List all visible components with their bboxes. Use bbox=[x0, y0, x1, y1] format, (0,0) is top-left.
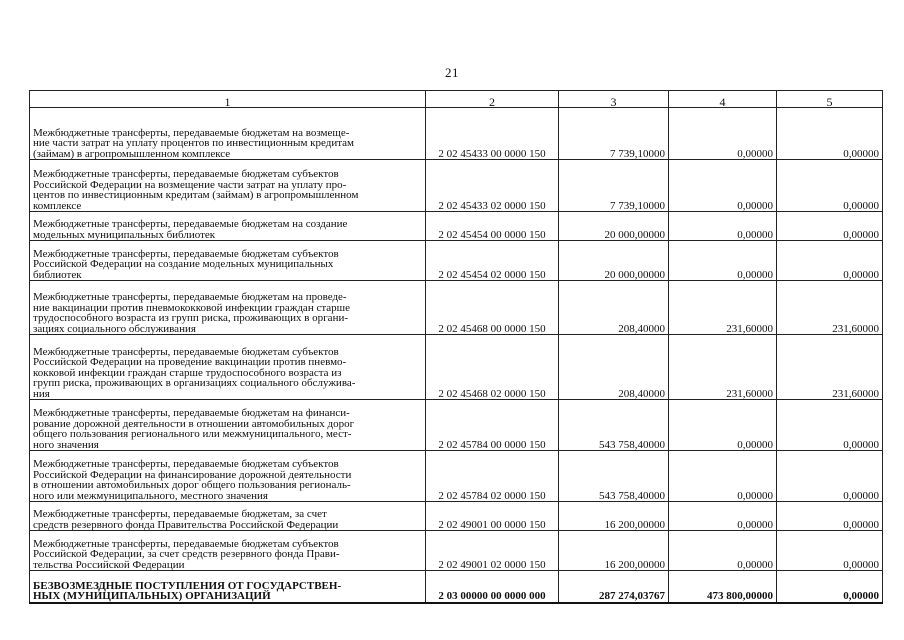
table-row bbox=[30, 400, 883, 451]
amount-col4: 231,60000 bbox=[669, 281, 777, 335]
amount-col4: 0,00000 bbox=[669, 502, 777, 531]
row-description: Межбюджетные трансферты, передаваемые бюджетам субъектов Российской Федерации на проведение вакцинации против пневмо- кокковой инфекции граждан старше трудоспособного возраста из групп риска, проживающих в организациях социального обслужива- ния bbox=[30, 335, 426, 400]
budget-code: 2 02 45454 00 0000 150 bbox=[426, 212, 559, 241]
budget-code: 2 02 45454 02 0000 150 bbox=[426, 241, 559, 281]
amount-col4: 0,00000 bbox=[669, 160, 777, 212]
budget-code: 2 02 49001 02 0000 150 bbox=[426, 531, 559, 571]
column-header-2: 2 bbox=[426, 91, 559, 108]
budget-code: 2 02 45468 00 0000 150 bbox=[426, 281, 559, 335]
amount-col4: 0,00000 bbox=[669, 212, 777, 241]
row-description: Межбюджетные трансферты, передаваемые бюджетам, за счет средств резервного фонда Правительства Российской Федерации bbox=[30, 502, 426, 531]
row-description: Межбюджетные трансферты, передаваемые бюджетам субъектов Российской Федерации на возмещение части затрат на уплату про- центов по инвестиционным кредитам (займам) в агропромышленном комплексе bbox=[30, 160, 426, 212]
amount-col3: 20 000,00000 bbox=[559, 241, 669, 281]
amount-col4: 231,60000 bbox=[669, 335, 777, 400]
row-description: Межбюджетные трансферты, передаваемые бюджетам на создание модельных муниципальных библиотек bbox=[30, 212, 426, 241]
row-description: Межбюджетные трансферты, передаваемые бюджетам субъектов Российской Федерации, за счет средств резервного фонда Прави- тельства Российской Федерации bbox=[30, 531, 426, 571]
amount-col5: 0,00000 bbox=[777, 400, 883, 451]
table-row bbox=[30, 531, 883, 571]
amount-col3: 543 758,40000 bbox=[559, 451, 669, 502]
column-header-1: 1 bbox=[30, 91, 426, 108]
amount-col4: 0,00000 bbox=[669, 241, 777, 281]
total-budget-code: 2 03 00000 00 0000 000 bbox=[426, 571, 559, 603]
amount-col5: 0,00000 bbox=[777, 241, 883, 281]
amount-col4: 0,00000 bbox=[669, 400, 777, 451]
total-amount-col4: 473 800,00000 bbox=[669, 571, 777, 603]
amount-col5: 0,00000 bbox=[777, 502, 883, 531]
row-description: Межбюджетные трансферты, передаваемые бюджетам субъектов Российской Федерации на создание модельных муниципальных библиотек bbox=[30, 241, 426, 281]
amount-col5: 231,60000 bbox=[777, 335, 883, 400]
table-row bbox=[30, 502, 883, 531]
table-row bbox=[30, 451, 883, 502]
amount-col3: 543 758,40000 bbox=[559, 400, 669, 451]
amount-col5: 0,00000 bbox=[777, 531, 883, 571]
amount-col5: 0,00000 bbox=[777, 160, 883, 212]
amount-col3: 208,40000 bbox=[559, 281, 669, 335]
budget-code: 2 02 45433 02 0000 150 bbox=[426, 160, 559, 212]
column-header-3: 3 bbox=[559, 91, 669, 108]
budget-code: 2 02 49001 00 0000 150 bbox=[426, 502, 559, 531]
amount-col3: 7 739,10000 bbox=[559, 160, 669, 212]
page-number: 21 bbox=[445, 65, 459, 80]
row-description: Межбюджетные трансферты, передаваемые бюджетам на возмеще- ние части затрат на уплату процентов по инвестиционным кредитам (займам) в агропромышленном комплексе bbox=[30, 108, 426, 160]
amount-col3: 7 739,10000 bbox=[559, 108, 669, 160]
amount-col3: 16 200,00000 bbox=[559, 531, 669, 571]
total-description: БЕЗВОЗМЕЗДНЫЕ ПОСТУПЛЕНИЯ ОТ ГОСУДАРСТВЕН- НЫХ (МУНИЦИПАЛЬНЫХ) ОРГАНИЗАЦИЙ bbox=[30, 571, 426, 603]
budget-code: 2 02 45468 02 0000 150 bbox=[426, 335, 559, 400]
amount-col3: 20 000,00000 bbox=[559, 212, 669, 241]
amount-col3: 208,40000 bbox=[559, 335, 669, 400]
budget-code: 2 02 45784 00 0000 150 bbox=[426, 400, 559, 451]
table-row bbox=[30, 108, 883, 160]
amount-col5: 0,00000 bbox=[777, 451, 883, 502]
row-description: Межбюджетные трансферты, передаваемые бюджетам субъектов Российской Федерации на финансирование дорожной деятельности в отношении автомобильных дорог общего пользования региональ- ного или межмуниципального, местного значения bbox=[30, 451, 426, 502]
total-amount-col5: 0,00000 bbox=[777, 571, 883, 603]
row-description: Межбюджетные трансферты, передаваемые бюджетам на проведе- ние вакцинации против пневмококковой инфекции граждан старше трудоспособного возраста из групп риска, проживающих в органи- зациях социального обслуживания bbox=[30, 281, 426, 335]
amount-col3: 16 200,00000 bbox=[559, 502, 669, 531]
amount-col4: 0,00000 bbox=[669, 108, 777, 160]
row-description: Межбюджетные трансферты, передаваемые бюджетам на финанси- рование дорожной деятельности в отношении автомобильных дорог общего пользования регионального или межмуниципального, мест- ного значения bbox=[30, 400, 426, 451]
amount-col5: 0,00000 bbox=[777, 212, 883, 241]
budget-code: 2 02 45784 02 0000 150 bbox=[426, 451, 559, 502]
amount-col5: 231,60000 bbox=[777, 281, 883, 335]
column-header-4: 4 bbox=[669, 91, 777, 108]
amount-col4: 0,00000 bbox=[669, 451, 777, 502]
table-row bbox=[30, 281, 883, 335]
column-header-5: 5 bbox=[777, 91, 883, 108]
table-header-row bbox=[30, 91, 883, 108]
budget-code: 2 02 45433 00 0000 150 bbox=[426, 108, 559, 160]
amount-col5: 0,00000 bbox=[777, 108, 883, 160]
table-row bbox=[30, 335, 883, 400]
amount-col4: 0,00000 bbox=[669, 531, 777, 571]
budget-revenue-table bbox=[29, 90, 883, 604]
total-row bbox=[30, 571, 883, 603]
table-row bbox=[30, 241, 883, 281]
total-amount-col3: 287 274,03767 bbox=[559, 571, 669, 603]
table-row bbox=[30, 160, 883, 212]
table-row bbox=[30, 212, 883, 241]
